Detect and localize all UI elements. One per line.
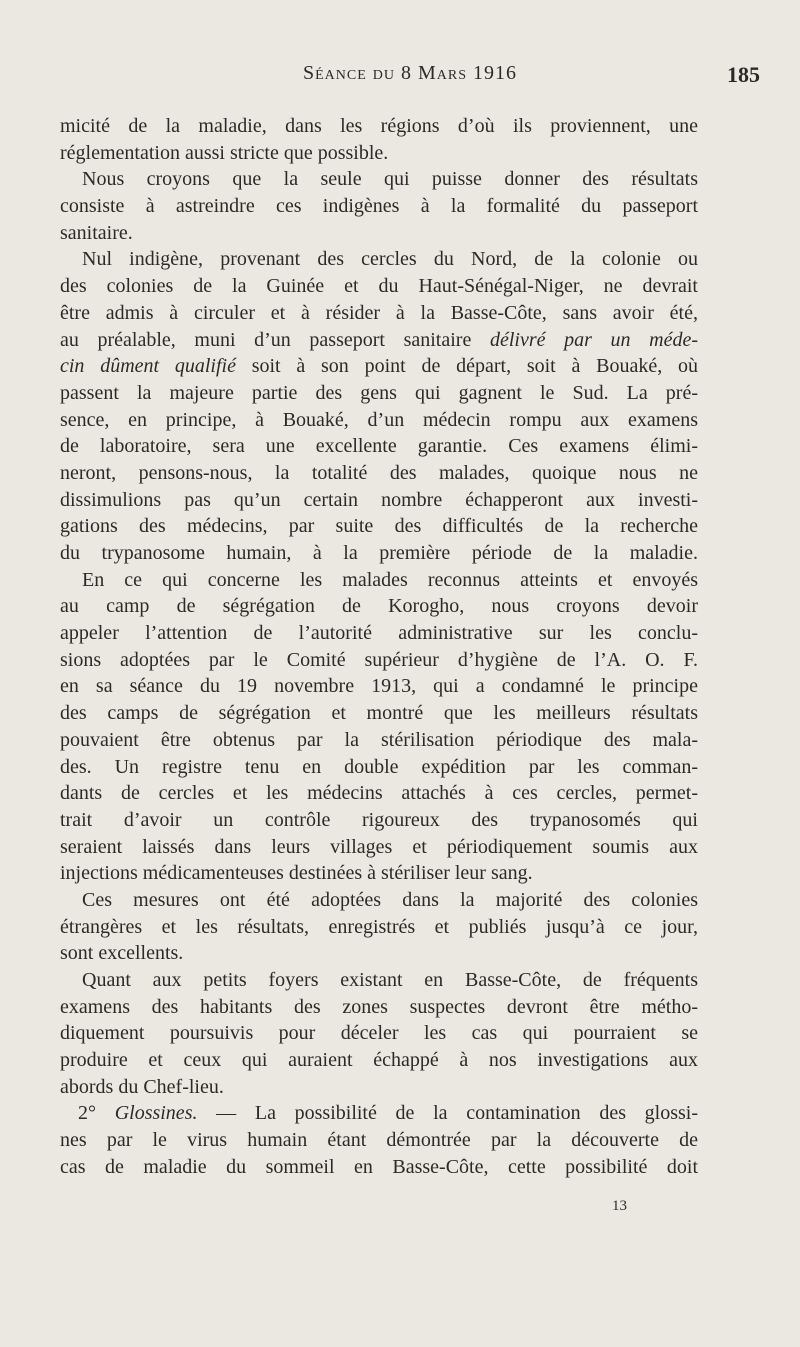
line-text: Ces mesures ont été adoptées dans la majorité des colonies: [82, 888, 698, 911]
line-text: étrangères et les résultats, enregistrés et publiés jusqu’à ce jour,: [60, 915, 698, 938]
text-line: [60, 166, 698, 193]
running-head: Séance du 8 Mars 1916: [302, 62, 518, 84]
text-line: [60, 220, 698, 247]
text-line: [60, 1127, 698, 1154]
line-text: des camps de ségrégation et montré que les meilleurs résultats: [60, 702, 698, 725]
line-text: examens des habitants des zones suspectes devront être métho-: [60, 995, 698, 1018]
italic-text: délivré par un méde-: [489, 328, 699, 351]
body-text: [60, 113, 698, 1181]
text-line: [60, 620, 698, 647]
text-line: [60, 487, 698, 514]
text-line: [60, 673, 698, 700]
text-line: [60, 407, 698, 434]
text-line: [60, 1154, 698, 1181]
page-header: [60, 62, 760, 96]
text-line: [60, 967, 698, 994]
line-text: gations des médecins, par suite des difficultés de la recherche: [60, 515, 698, 538]
line-text: passent la majeure partie des gens qui gagnent le Sud. La pré-: [60, 381, 698, 404]
text-line: [60, 860, 698, 887]
line-text: micité de la maladie, dans les régions d’où ils proviennent, une: [60, 115, 698, 137]
italic-text: Glossines.: [114, 1102, 198, 1125]
text-line: [60, 140, 698, 167]
text-line: [60, 593, 698, 620]
line-text: sence, en principe, à Bouaké, d’un médecin rompu aux examens: [60, 408, 698, 431]
text-line: [60, 994, 698, 1021]
text-line: [60, 1100, 698, 1127]
text-line: [60, 780, 698, 807]
line-text: pouvaient être obtenus par la stérilisation périodique des mala-: [60, 728, 698, 751]
line-text: au préalable, muni d’un passeport sanitaire: [60, 328, 472, 351]
line-text: être admis à circuler et à résider à la Basse-Côte, sans avoir été,: [60, 301, 698, 324]
text-line: [60, 460, 698, 487]
text-line: [60, 567, 698, 594]
line-text: consiste à astreindre ces indigènes à la formalité du passeport: [60, 195, 698, 218]
italic-text: cin dûment qualifié: [60, 355, 236, 378]
line-text: sions adoptées par le Comité supérieur d’hygiène de l’A. O. F.: [60, 648, 698, 671]
line-text: Nul indigène, provenant des cercles du Nord, de la colonie ou: [82, 248, 698, 271]
text-line: [60, 647, 698, 674]
text-line: [60, 754, 698, 781]
line-text: Quant aux petits foyers existant en Basse-Côte, de fréquents: [82, 969, 698, 991]
line-text: — La possibilité de la contamination des glossi-: [216, 1102, 699, 1125]
text-line: [60, 246, 698, 273]
line-text: injections médicamenteuses destinées à stériliser leur sang.: [60, 862, 533, 885]
line-text: réglementation aussi stricte que possible.: [60, 141, 389, 164]
line-text: abords du Chef-lieu.: [60, 1075, 224, 1098]
text-line: [60, 940, 698, 967]
text-line: [60, 1047, 698, 1074]
line-text: au camp de ségrégation de Korogho, nous croyons devoir: [60, 595, 698, 618]
line-text: dissimulions pas qu’un certain nombre échapperont aux investi-: [60, 488, 698, 511]
text-line: [60, 1020, 698, 1047]
page-number: 185: [727, 62, 760, 87]
line-text: dants de cercles et les médecins attachés à ces cercles, permet-: [60, 782, 698, 805]
line-text: soit à son point de départ, soit à Bouaké, où: [251, 355, 698, 378]
line-text: seraient laissés dans leurs villages et périodiquement soumis aux: [60, 835, 698, 858]
line-text: en sa séance du 19 novembre 1913, qui a condamné le principe: [60, 675, 698, 698]
line-text: de laboratoire, sera une excellente garantie. Ces examens élimi-: [60, 435, 698, 458]
text-line: [60, 727, 698, 754]
line-text: des. Un registre tenu en double expédition par les comman-: [60, 755, 698, 778]
line-text: sont excellents.: [60, 942, 184, 965]
text-line: [60, 327, 698, 354]
text-line: [60, 380, 698, 407]
text-line: [60, 353, 698, 380]
signature-mark: 13: [612, 1198, 627, 1214]
text-line: [60, 1074, 698, 1101]
line-text: nes par le virus humain étant démontrée par la découverte de: [60, 1129, 698, 1152]
text-line: [60, 540, 698, 567]
text-line: [60, 834, 698, 861]
text-line: [60, 700, 698, 727]
text-line: [60, 273, 698, 300]
line-text: diquement poursuivis pour déceler les cas qui pourraient se: [60, 1022, 698, 1045]
line-text: Nous croyons que la seule qui puisse donner des résultats: [82, 168, 698, 191]
line-text: neront, pensons-nous, la totalité des malades, quoique nous ne: [60, 461, 698, 484]
text-line: [60, 914, 698, 941]
text-line: [60, 300, 698, 327]
text-line: [60, 887, 698, 914]
text-line: [60, 513, 698, 540]
line-text: sanitaire.: [60, 221, 133, 244]
text-line: [60, 113, 698, 140]
line-text: appeler l’attention de l’autorité administrative sur les conclu-: [60, 622, 698, 645]
text-line: [60, 433, 698, 460]
line-text: En ce qui concerne les malades reconnus atteints et envoyés: [82, 568, 698, 591]
line-text: produire et ceux qui auraient échappé à nos investigations aux: [60, 1049, 698, 1072]
line-text: du trypanosome humain, à la première période de la maladie.: [60, 542, 698, 564]
section-number: 2°: [78, 1102, 96, 1125]
text-line: [60, 807, 698, 834]
line-text: cas de maladie du sommeil en Basse-Côte, cette possibilité doit: [60, 1155, 698, 1178]
text-line: [60, 193, 698, 220]
line-text: des colonies de la Guinée et du Haut-Sénégal-Niger, ne devrait: [60, 275, 698, 298]
line-text: trait d’avoir un contrôle rigoureux des trypanosomés qui: [60, 808, 698, 831]
